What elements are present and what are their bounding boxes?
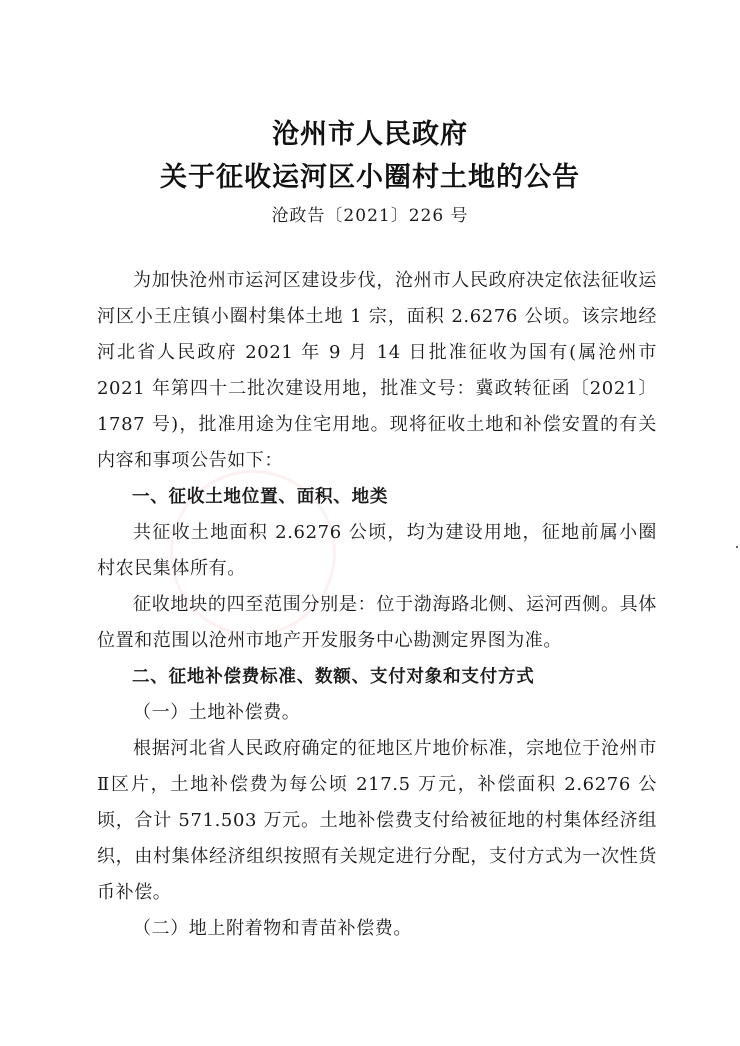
section-1-paragraph-1: 共征收土地面积 2.6276 公顷，均为建设用地，征地前属小圈村农民集体所有。: [97, 522, 657, 579]
section-1-paragraph-2: 征收地块的四至范围分别是：位于渤海路北侧、运河西侧。具体位置和范围以沧州市地产开发服务中心勘测定界图为准。: [97, 594, 657, 651]
section-2-heading: 二、征地补偿费标准、数额、支付对象和支付方式: [132, 667, 535, 687]
subsection-2-heading: （二）地上附着物和青苗补偿费。: [133, 918, 412, 939]
document-title-line-1: 沧州市人民政府: [272, 119, 468, 150]
subsection-1-heading: （一）土地补偿费。: [133, 702, 301, 723]
scan-speck: [736, 546, 738, 548]
document-number: 沧政告〔2021〕226 号: [271, 206, 469, 226]
section-1-heading: 一、征收土地位置、面积、地类: [132, 487, 389, 507]
document-body: [97, 263, 657, 947]
intro-paragraph: 为加快沧州市运河区建设步伐，沧州市人民政府决定依法征收运河区小王庄镇小圈村集体土地 1 宗，面积 2.6276 公顷。该宗地经河北省人民政府 2021 年 9 月 14 日批准征收为国有(属沧州市 2021 年第四十二批次建设用地，批准文号：冀政转征函〔2021〕1787 号)，批准用途为住宅用地。现将征收土地和补偿安置的有关内容和事项公告如下：: [97, 270, 657, 471]
document-title-line-2: 关于征收运河区小圈村土地的公告: [160, 162, 580, 193]
subsection-1-paragraph: 根据河北省人民政府确定的征地区片地价标准，宗地位于沧州市Ⅱ区片，土地补偿费为每公顷 217.5 万元，补偿面积 2.6276 公顷，合计 571.503 万元。土地补偿费支付给被征地的村集体经济组织，由村集体经济组织按照有关规定进行分配，支付方式为一次性货币补偿。: [97, 738, 657, 903]
